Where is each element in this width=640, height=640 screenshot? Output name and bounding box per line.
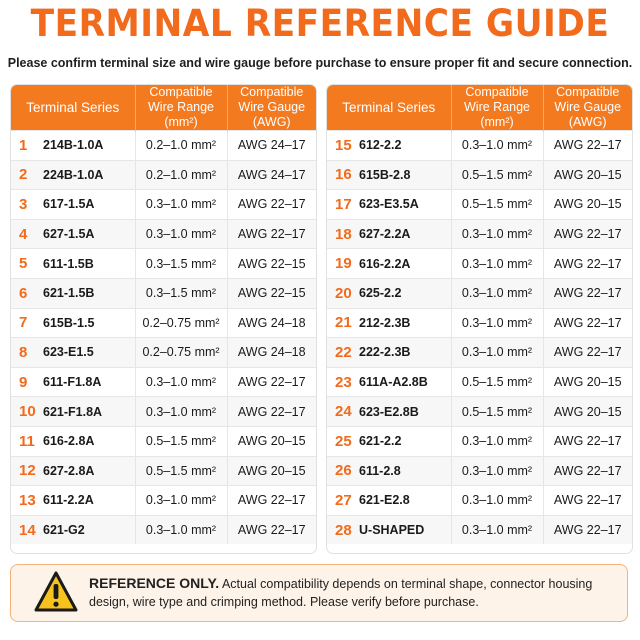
wire-gauge-cell: AWG 22–17 bbox=[543, 338, 632, 368]
reference-notice bbox=[10, 564, 628, 622]
table-row bbox=[11, 456, 316, 486]
table-header-row bbox=[11, 85, 316, 131]
wire-range-cell: 0.3–1.0 mm² bbox=[451, 131, 543, 161]
wire-gauge-cell: AWG 22–17 bbox=[543, 456, 632, 486]
wire-range-cell: 0.2–0.75 mm² bbox=[135, 338, 227, 368]
wire-range-cell: 0.5–1.5 mm² bbox=[451, 160, 543, 190]
terminal-model: 625-2.2 bbox=[357, 278, 451, 308]
terminal-model: 224B-1.0A bbox=[41, 160, 135, 190]
terminal-model: 611-1.5B bbox=[41, 249, 135, 279]
header-wire-gauge: Compatible Wire Gauge (AWG) bbox=[227, 85, 316, 131]
row-number: 26 bbox=[327, 456, 357, 486]
terminal-model: 611-F1.8A bbox=[41, 367, 135, 397]
table-row bbox=[11, 219, 316, 249]
wire-range-cell: 0.3–1.0 mm² bbox=[451, 219, 543, 249]
right-table-body bbox=[327, 131, 632, 545]
row-number: 25 bbox=[327, 426, 357, 456]
wire-range-cell: 0.5–1.5 mm² bbox=[451, 190, 543, 220]
table-row bbox=[11, 338, 316, 368]
row-number: 18 bbox=[327, 219, 357, 249]
wire-gauge-cell: AWG 22–17 bbox=[227, 190, 316, 220]
wire-gauge-cell: AWG 20–15 bbox=[227, 456, 316, 486]
header-wire-gauge: Compatible Wire Gauge (AWG) bbox=[543, 85, 632, 131]
wire-range-cell: 0.3–1.0 mm² bbox=[451, 515, 543, 544]
wire-gauge-cell: AWG 24–18 bbox=[227, 308, 316, 338]
table-row bbox=[11, 278, 316, 308]
wire-gauge-cell: AWG 22–17 bbox=[543, 131, 632, 161]
row-number: 13 bbox=[11, 486, 41, 516]
wire-gauge-cell: AWG 22–17 bbox=[543, 278, 632, 308]
header-terminal-series: Terminal Series bbox=[11, 85, 135, 131]
wire-gauge-cell: AWG 22–17 bbox=[543, 515, 632, 544]
row-number: 7 bbox=[11, 308, 41, 338]
table-row bbox=[11, 515, 316, 544]
table-row bbox=[327, 190, 632, 220]
row-number: 23 bbox=[327, 367, 357, 397]
wire-gauge-cell: AWG 20–15 bbox=[543, 190, 632, 220]
wire-range-cell: 0.3–1.0 mm² bbox=[451, 308, 543, 338]
table-row bbox=[11, 486, 316, 516]
table-row bbox=[11, 426, 316, 456]
table-row bbox=[327, 367, 632, 397]
table-row bbox=[327, 456, 632, 486]
wire-gauge-cell: AWG 20–15 bbox=[227, 426, 316, 456]
row-number: 24 bbox=[327, 397, 357, 427]
wire-range-cell: 0.2–0.75 mm² bbox=[135, 308, 227, 338]
right-table-panel bbox=[326, 84, 633, 554]
wire-range-cell: 0.3–1.5 mm² bbox=[135, 278, 227, 308]
row-number: 4 bbox=[11, 219, 41, 249]
terminal-model: 627-2.2A bbox=[357, 219, 451, 249]
terminal-model: 611-2.2A bbox=[41, 486, 135, 516]
wire-range-cell: 0.2–1.0 mm² bbox=[135, 131, 227, 161]
row-number: 16 bbox=[327, 160, 357, 190]
wire-range-cell: 0.3–1.0 mm² bbox=[135, 486, 227, 516]
wire-range-cell: 0.3–1.0 mm² bbox=[135, 367, 227, 397]
table-row bbox=[327, 515, 632, 544]
wire-range-cell: 0.3–1.0 mm² bbox=[135, 219, 227, 249]
wire-gauge-cell: AWG 22–17 bbox=[543, 486, 632, 516]
terminal-model: 616-2.8A bbox=[41, 426, 135, 456]
row-number: 27 bbox=[327, 486, 357, 516]
table-header-row bbox=[327, 85, 632, 131]
wire-range-cell: 0.3–1.5 mm² bbox=[135, 249, 227, 279]
row-number: 20 bbox=[327, 278, 357, 308]
wire-gauge-cell: AWG 20–15 bbox=[543, 367, 632, 397]
table-row bbox=[327, 249, 632, 279]
table-row bbox=[327, 397, 632, 427]
header-wire-range: Compatible Wire Range (mm²) bbox=[135, 85, 227, 131]
terminal-model: 623-E1.5 bbox=[41, 338, 135, 368]
row-number: 5 bbox=[11, 249, 41, 279]
table-row bbox=[327, 160, 632, 190]
wire-range-cell: 0.3–1.0 mm² bbox=[451, 426, 543, 456]
table-row bbox=[327, 219, 632, 249]
terminal-model: 615B-1.5 bbox=[41, 308, 135, 338]
table-row bbox=[327, 278, 632, 308]
page-title: TERMINAL REFERENCE GUIDE bbox=[30, 2, 610, 45]
terminal-model: 621-G2 bbox=[41, 515, 135, 544]
notice-body: Actual compatibility depends on terminal shape, connector housing design, wire type and crimping method. Please verify before purchase. bbox=[89, 577, 593, 609]
wire-range-cell: 0.5–1.5 mm² bbox=[451, 397, 543, 427]
row-number: 22 bbox=[327, 338, 357, 368]
terminal-model: 616-2.2A bbox=[357, 249, 451, 279]
notice-bold: REFERENCE ONLY. bbox=[89, 575, 220, 591]
table-row bbox=[11, 367, 316, 397]
wire-gauge-cell: AWG 22–15 bbox=[227, 278, 316, 308]
wire-range-cell: 0.2–1.0 mm² bbox=[135, 160, 227, 190]
wire-gauge-cell: AWG 22–17 bbox=[543, 249, 632, 279]
warning-icon bbox=[33, 570, 79, 614]
left-table-panel bbox=[10, 84, 317, 554]
table-row bbox=[327, 338, 632, 368]
row-number: 8 bbox=[11, 338, 41, 368]
row-number: 17 bbox=[327, 190, 357, 220]
wire-range-cell: 0.3–1.0 mm² bbox=[135, 515, 227, 544]
terminal-model: 615B-2.8 bbox=[357, 160, 451, 190]
row-number: 2 bbox=[11, 160, 41, 190]
wire-gauge-cell: AWG 22–17 bbox=[227, 486, 316, 516]
terminal-model: 627-1.5A bbox=[41, 219, 135, 249]
terminal-table-right bbox=[327, 85, 632, 544]
notice-text bbox=[89, 574, 617, 611]
terminal-model: 621-1.5B bbox=[41, 278, 135, 308]
terminal-model: 621-F1.8A bbox=[41, 397, 135, 427]
wire-range-cell: 0.3–1.0 mm² bbox=[135, 397, 227, 427]
row-number: 6 bbox=[11, 278, 41, 308]
table-row bbox=[11, 249, 316, 279]
row-number: 14 bbox=[11, 515, 41, 544]
terminal-model: 621-2.2 bbox=[357, 426, 451, 456]
wire-gauge-cell: AWG 22–17 bbox=[227, 219, 316, 249]
terminal-model: 623-E2.8B bbox=[357, 397, 451, 427]
wire-gauge-cell: AWG 24–17 bbox=[227, 131, 316, 161]
terminal-model: 611A-A2.8B bbox=[357, 367, 451, 397]
table-row bbox=[11, 160, 316, 190]
table-row bbox=[327, 486, 632, 516]
row-number: 10 bbox=[11, 397, 41, 427]
terminal-model: 214B-1.0A bbox=[41, 131, 135, 161]
terminal-model: 621-E2.8 bbox=[357, 486, 451, 516]
page-subtitle: Please confirm terminal size and wire gauge before purchase to ensure proper fit and secure connection. bbox=[7, 56, 633, 70]
wire-range-cell: 0.5–1.5 mm² bbox=[451, 367, 543, 397]
terminal-model: 627-2.8A bbox=[41, 456, 135, 486]
table-row bbox=[327, 308, 632, 338]
row-number: 15 bbox=[327, 131, 357, 161]
table-row bbox=[11, 397, 316, 427]
row-number: 1 bbox=[11, 131, 41, 161]
wire-range-cell: 0.5–1.5 mm² bbox=[135, 456, 227, 486]
table-row bbox=[11, 308, 316, 338]
row-number: 9 bbox=[11, 367, 41, 397]
wire-gauge-cell: AWG 22–17 bbox=[227, 515, 316, 544]
terminal-model: 611-2.8 bbox=[357, 456, 451, 486]
table-row bbox=[327, 131, 632, 161]
wire-range-cell: 0.3–1.0 mm² bbox=[451, 249, 543, 279]
row-number: 12 bbox=[11, 456, 41, 486]
wire-range-cell: 0.3–1.0 mm² bbox=[451, 278, 543, 308]
left-table-body bbox=[11, 131, 316, 545]
wire-gauge-cell: AWG 20–15 bbox=[543, 160, 632, 190]
wire-gauge-cell: AWG 22–17 bbox=[543, 426, 632, 456]
wire-gauge-cell: AWG 24–18 bbox=[227, 338, 316, 368]
wire-gauge-cell: AWG 22–17 bbox=[227, 397, 316, 427]
row-number: 19 bbox=[327, 249, 357, 279]
header-terminal-series: Terminal Series bbox=[327, 85, 451, 131]
terminal-model: 612-2.2 bbox=[357, 131, 451, 161]
table-row bbox=[11, 190, 316, 220]
table-row bbox=[11, 131, 316, 161]
terminal-model: U-SHAPED bbox=[357, 515, 451, 544]
wire-range-cell: 0.3–1.0 mm² bbox=[451, 486, 543, 516]
header-wire-range: Compatible Wire Range (mm²) bbox=[451, 85, 543, 131]
row-number: 28 bbox=[327, 515, 357, 544]
terminal-model: 212-2.3B bbox=[357, 308, 451, 338]
terminal-model: 617-1.5A bbox=[41, 190, 135, 220]
wire-gauge-cell: AWG 20–15 bbox=[543, 397, 632, 427]
wire-gauge-cell: AWG 24–17 bbox=[227, 160, 316, 190]
terminal-table-left bbox=[11, 85, 316, 544]
wire-gauge-cell: AWG 22–17 bbox=[543, 219, 632, 249]
wire-range-cell: 0.3–1.0 mm² bbox=[451, 456, 543, 486]
wire-range-cell: 0.3–1.0 mm² bbox=[451, 338, 543, 368]
row-number: 3 bbox=[11, 190, 41, 220]
wire-gauge-cell: AWG 22–15 bbox=[227, 249, 316, 279]
terminal-model: 623-E3.5A bbox=[357, 190, 451, 220]
row-number: 11 bbox=[11, 426, 41, 456]
wire-range-cell: 0.3–1.0 mm² bbox=[135, 190, 227, 220]
terminal-model: 222-2.3B bbox=[357, 338, 451, 368]
row-number: 21 bbox=[327, 308, 357, 338]
table-row bbox=[327, 426, 632, 456]
wire-gauge-cell: AWG 22–17 bbox=[543, 308, 632, 338]
wire-gauge-cell: AWG 22–17 bbox=[227, 367, 316, 397]
wire-range-cell: 0.5–1.5 mm² bbox=[135, 426, 227, 456]
